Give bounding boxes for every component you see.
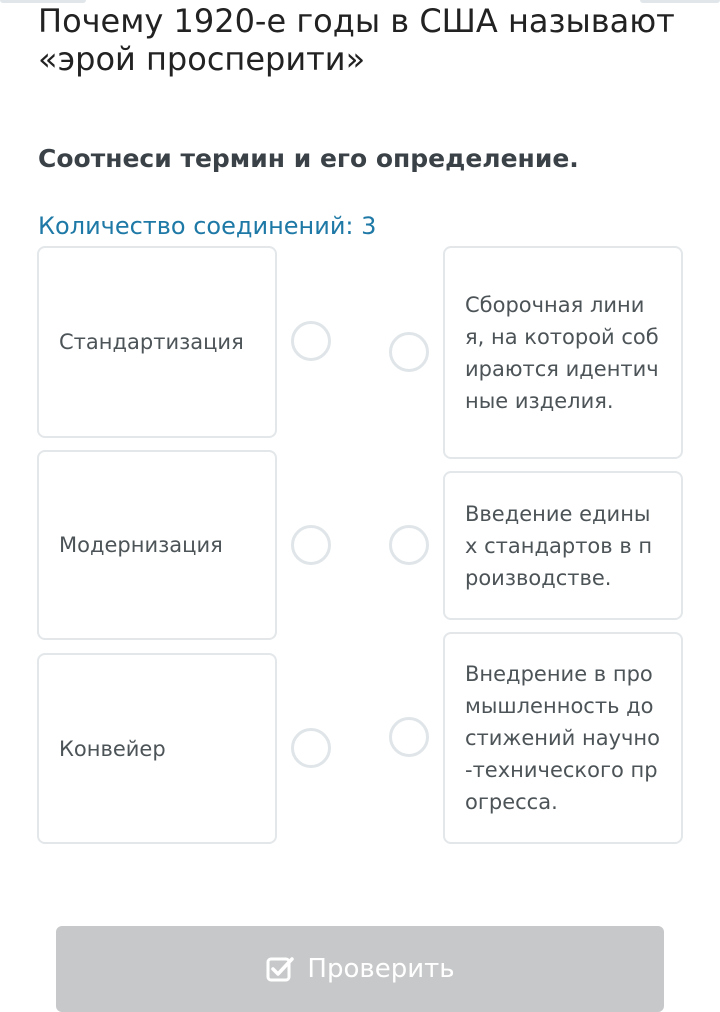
term-label: Модернизация [59, 533, 223, 557]
term-connector-2[interactable] [291, 525, 331, 565]
definition-card-2[interactable] [443, 471, 683, 620]
task-instruction: Соотнеси термин и его определение. [38, 144, 579, 173]
definition-card-3[interactable] [443, 632, 683, 844]
connections-count: Количество соединений: 3 [38, 212, 377, 240]
checkbox-checked-icon [265, 954, 295, 984]
term-card-modernization[interactable] [37, 450, 277, 640]
definition-connector-1[interactable] [389, 332, 429, 372]
definition-connector-3[interactable] [389, 717, 429, 757]
check-button[interactable] [56, 926, 664, 1012]
definition-connector-2[interactable] [389, 525, 429, 565]
definition-card-1[interactable] [443, 246, 683, 459]
definition-text: Сборочная линия, на которой собираются идентичные изделия. [465, 292, 659, 413]
check-button-label: Проверить [307, 954, 455, 984]
page-title: Почему 1920-е годы в США называют «эрой просперити» [38, 2, 675, 78]
term-card-conveyor[interactable] [37, 653, 277, 844]
term-connector-3[interactable] [291, 728, 331, 768]
term-connector-1[interactable] [291, 321, 331, 361]
definition-text: Внедрение в промышленность достижений научно-технического прогресса. [465, 662, 660, 814]
term-label: Стандартизация [59, 330, 244, 354]
definition-text: Введение единых стандартов в производстве. [465, 501, 653, 590]
term-label: Конвейер [59, 736, 166, 761]
term-card-standardization[interactable] [37, 246, 277, 438]
